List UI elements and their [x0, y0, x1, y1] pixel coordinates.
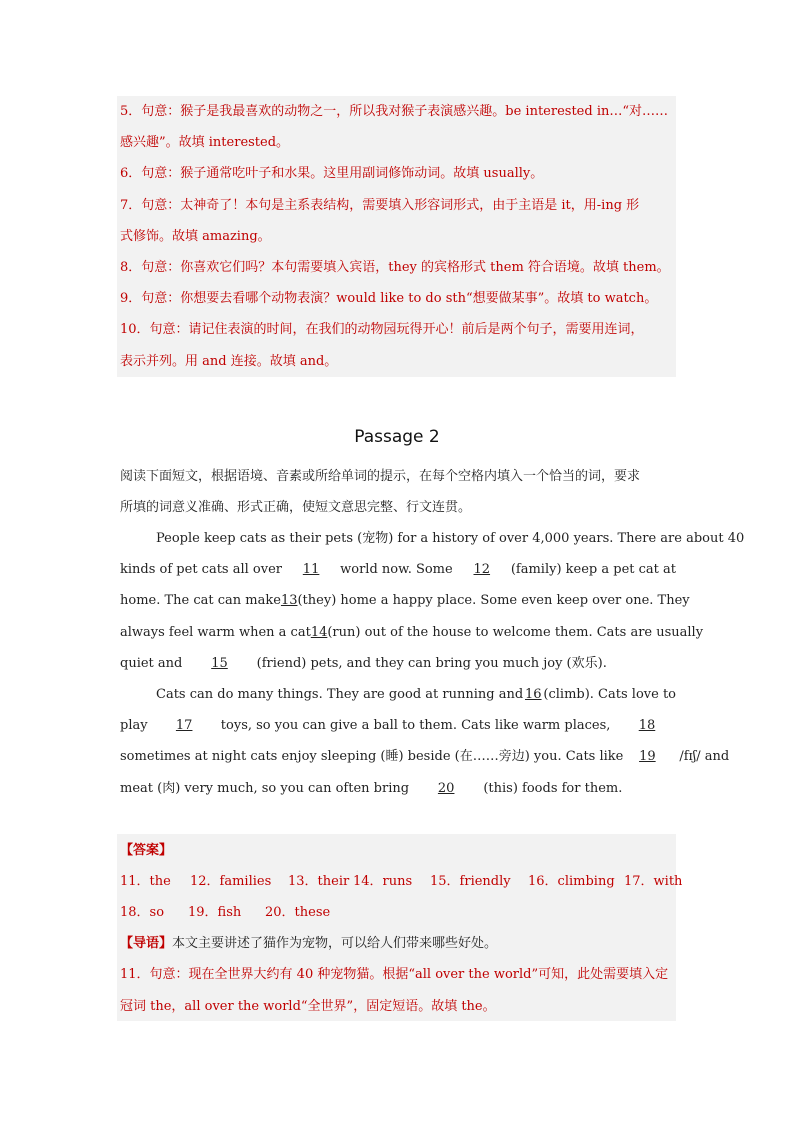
guide-text: 本文主要讲述了猫作为宠物，可以给人们带来哪些好处。 [172, 936, 498, 951]
passage-text: (family) keep a pet cat at [510, 562, 676, 577]
passage-text: home. The cat can make [120, 593, 281, 608]
explanation-line: 冠词 the，all over the world“全世界”，固定短语。故填 the。 [120, 999, 496, 1014]
passage-text: world now. Some [340, 562, 453, 577]
answer-item: 15．friendly [430, 874, 511, 889]
answer-item: 13．their [288, 874, 350, 889]
instruction-line: 所填的词意义准确、形式正确，使短文意思完整、行文连贯。 [120, 500, 472, 515]
explanation-line: 感兴趣”。故填 interested。 [120, 135, 290, 150]
passage-paragraph-2-line [120, 749, 730, 765]
explanation-line: 9．句意：你想要去看哪个动物表演？would like to do sth“想要做某事”。故填 to watch。 [120, 291, 658, 306]
blank-18[interactable]: 18 [638, 718, 656, 733]
passage-text: play [120, 718, 148, 733]
passage-paragraph-1-line [120, 625, 704, 641]
answer-item: 12．families [190, 874, 272, 889]
answer-item: 14．runs [353, 874, 413, 889]
passage-paragraph-2-line [120, 718, 676, 734]
explanation-line: 11．句意：现在全世界大约有 40 种宠物猫。根据“all over the world”可知，此处需要填入定 [120, 967, 669, 982]
blank-14[interactable]: 14 [310, 625, 328, 640]
blank-13[interactable]: 13 [280, 593, 298, 608]
passage-paragraph-1-line [120, 656, 676, 672]
passage-paragraph-2-line [120, 687, 676, 703]
answer-item: 18．so [120, 905, 165, 920]
blank-12[interactable]: 12 [473, 562, 491, 577]
passage-text: (they) home a happy place. Some even keep over one. They [297, 593, 690, 608]
blank-16[interactable]: 16 [525, 687, 542, 702]
answer-header: 【答案】 [120, 843, 173, 858]
passage-paragraph-2-line [120, 781, 676, 797]
passage-text: (climb). Cats love to [543, 687, 676, 702]
explanation-line: 表示并列。用 and 连接。故填 and。 [120, 354, 338, 369]
explanation-line: 6．句意：猴子通常吃叶子和水果。这里用副词修饰动词。故填 usually。 [120, 166, 544, 181]
passage-text: Cats can do many things. They are good at running and [156, 687, 524, 702]
passage-text: People keep cats as their pets (宠物) for a history of over 4,000 years. There are about 40 [156, 531, 745, 546]
answer-item: 20．these [265, 905, 331, 920]
explanation-line: 5．句意：猴子是我最喜欢的动物之一，所以我对猴子表演感兴趣。be interested in…“对…… [120, 104, 668, 119]
passage-text: quiet and [120, 656, 183, 671]
explanation-line: 10．句意：请记住表演的时间，在我们的动物园玩得开心！前后是两个句子，需要用连词， [120, 322, 644, 337]
passage-text: always feel warm when a cat [120, 625, 311, 640]
passage-paragraph-1-line [120, 531, 745, 547]
passage-text: (run) out of the house to welcome them. Cats are usually [327, 625, 704, 640]
passage-text: kinds of pet cats all over [120, 562, 283, 577]
answer-item: 11．the [120, 874, 171, 889]
blank-19[interactable]: 19 [639, 749, 656, 764]
passage-text: meat (肉) very much, so you can often bring [120, 781, 410, 796]
passage-text: (this) foods for them. [483, 781, 623, 796]
blank-20[interactable]: 20 [437, 781, 455, 796]
blank-17[interactable]: 17 [175, 718, 193, 733]
instruction-line: 阅读下面短文，根据语境、音素或所给单词的提示，在每个空格内填入一个恰当的词，要求 [120, 469, 641, 484]
answer-item: 19．fish [188, 905, 242, 920]
explanation-line: 式修饰。故填 amazing。 [120, 229, 271, 244]
answer-block [117, 834, 676, 1021]
answer-item: 16．climbing [528, 874, 615, 889]
passage-text: toys, so you can give a ball to them. Cats like warm places, [220, 718, 611, 733]
guide-line [120, 936, 497, 952]
passage-text: sometimes at night cats enjoy sleeping (睡) beside (在……旁边) you. Cats like [120, 749, 624, 764]
explanation-line: 8．句意：你喜欢它们吗？本句需要填入宾语，they 的宾格形式 them 符合语境。故填 them。 [120, 260, 670, 275]
guide-label: 【导语】 [120, 936, 173, 951]
passage-paragraph-1-line [120, 562, 676, 578]
blank-11[interactable]: 11 [302, 562, 320, 577]
blank-15[interactable]: 15 [211, 656, 228, 671]
passage-text: /fɪʃ/ and [679, 749, 730, 764]
passage-paragraph-1-line [120, 593, 690, 609]
explanation-line: 7．句意：太神奇了！本句是主系表结构，需要填入形容词形式，由于主语是 it，用-ing 形 [120, 198, 640, 213]
passage-title: Passage 2 [354, 427, 440, 447]
answer-item: 17．with [624, 874, 683, 889]
passage-text: (friend) pets, and they can bring you much joy (欢乐). [256, 656, 607, 671]
